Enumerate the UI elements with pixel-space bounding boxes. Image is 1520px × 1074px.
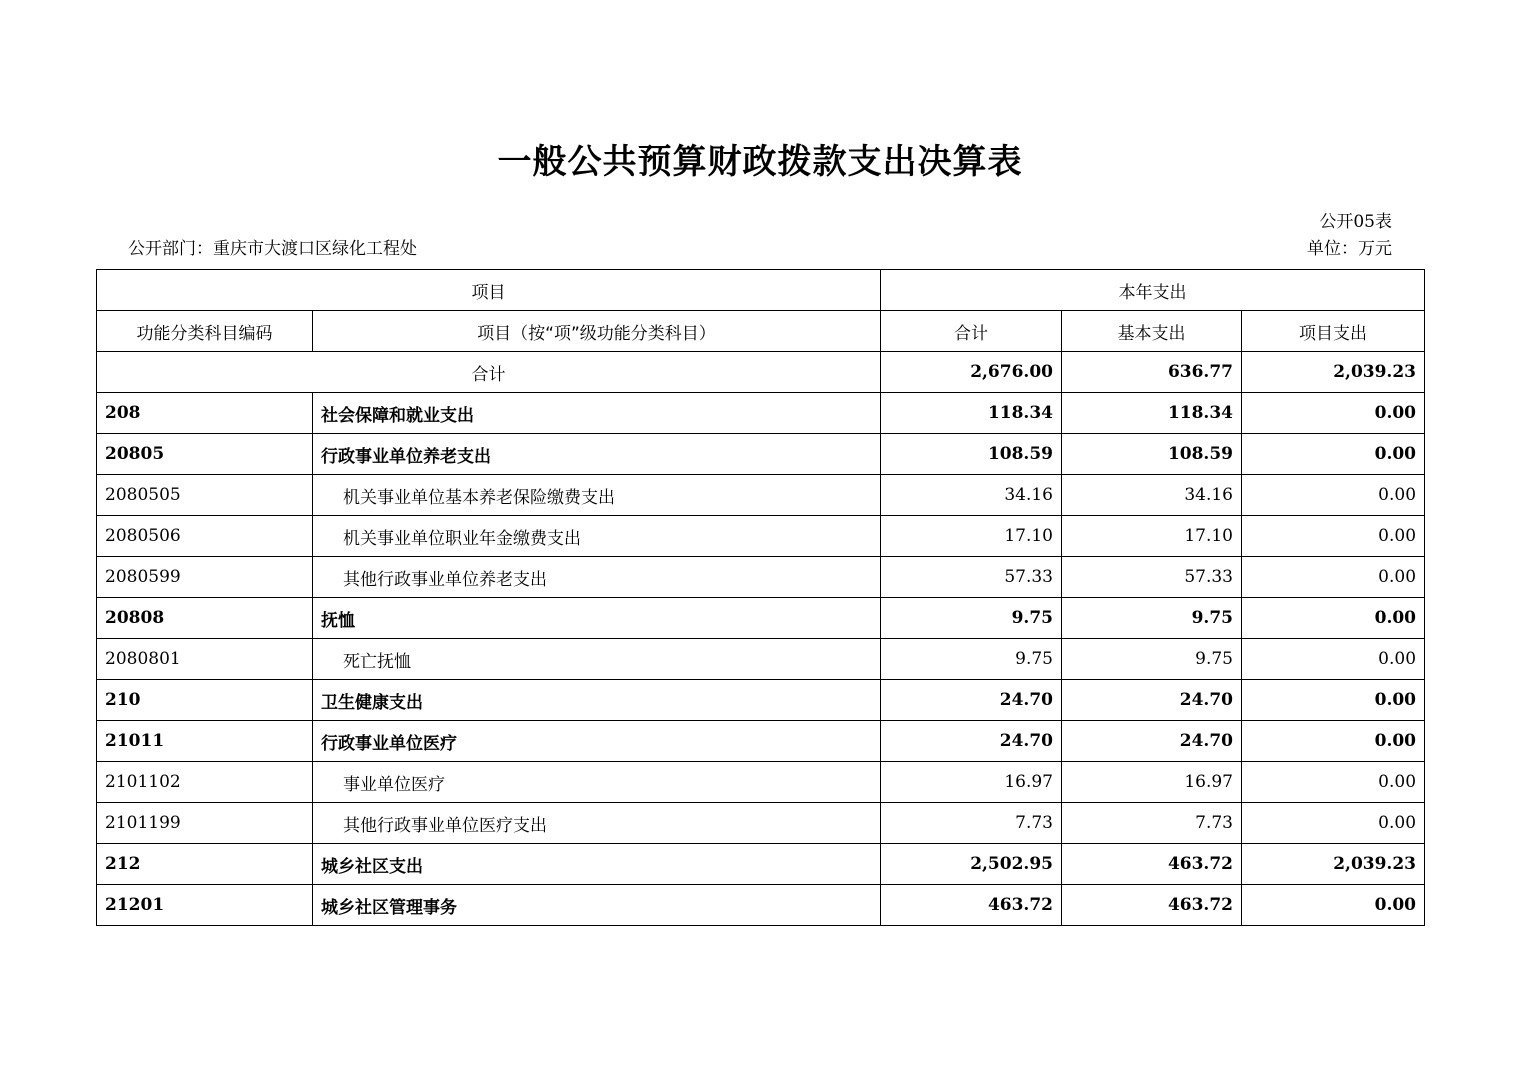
row-name: 城乡社区管理事务	[313, 885, 881, 926]
row-total: 118.34	[881, 393, 1062, 434]
table-row	[97, 516, 1425, 557]
table-row	[97, 680, 1425, 721]
row-name: 社会保障和就业支出	[313, 393, 881, 434]
row-project: 0.00	[1242, 762, 1425, 803]
header-project-expense: 项目支出	[1242, 311, 1425, 352]
row-basic: 57.33	[1062, 557, 1242, 598]
row-total: 463.72	[881, 885, 1062, 926]
row-basic: 9.75	[1062, 639, 1242, 680]
row-project: 0.00	[1242, 516, 1425, 557]
table-row	[97, 475, 1425, 516]
row-code: 2080801	[97, 639, 313, 680]
row-code: 2101102	[97, 762, 313, 803]
total-row-total: 2,676.00	[881, 352, 1062, 393]
row-project: 0.00	[1242, 721, 1425, 762]
unit-label: 单位：万元	[1307, 239, 1392, 259]
row-basic: 17.10	[1062, 516, 1242, 557]
row-project: 0.00	[1242, 598, 1425, 639]
total-row-label: 合计	[97, 352, 881, 393]
row-total: 24.70	[881, 680, 1062, 721]
row-name: 行政事业单位医疗	[313, 721, 881, 762]
total-row-basic: 636.77	[1062, 352, 1242, 393]
row-basic: 463.72	[1062, 844, 1242, 885]
row-name: 事业单位医疗	[313, 762, 881, 803]
row-code: 2080599	[97, 557, 313, 598]
total-row-project: 2,039.23	[1242, 352, 1425, 393]
row-total: 17.10	[881, 516, 1062, 557]
table-row	[97, 434, 1425, 475]
row-code: 2101199	[97, 803, 313, 844]
row-name: 卫生健康支出	[313, 680, 881, 721]
row-basic: 118.34	[1062, 393, 1242, 434]
row-project: 2,039.23	[1242, 844, 1425, 885]
row-total: 7.73	[881, 803, 1062, 844]
table-row	[97, 762, 1425, 803]
row-project: 0.00	[1242, 393, 1425, 434]
table-row	[97, 393, 1425, 434]
row-total: 9.75	[881, 598, 1062, 639]
row-project: 0.00	[1242, 885, 1425, 926]
row-total: 2,502.95	[881, 844, 1062, 885]
header-total: 合计	[881, 311, 1062, 352]
row-basic: 463.72	[1062, 885, 1242, 926]
row-name: 死亡抚恤	[313, 639, 881, 680]
row-basic: 34.16	[1062, 475, 1242, 516]
table-number: 公开05表	[1319, 212, 1392, 232]
table-row	[97, 803, 1425, 844]
row-name: 机关事业单位职业年金缴费支出	[313, 516, 881, 557]
table-row	[97, 598, 1425, 639]
row-code: 20805	[97, 434, 313, 475]
row-code: 2080506	[97, 516, 313, 557]
row-project: 0.00	[1242, 434, 1425, 475]
header-row-2	[97, 311, 1425, 352]
row-project: 0.00	[1242, 557, 1425, 598]
table-row	[97, 557, 1425, 598]
row-code: 21201	[97, 885, 313, 926]
row-name: 城乡社区支出	[313, 844, 881, 885]
row-code: 208	[97, 393, 313, 434]
budget-table	[96, 269, 1425, 926]
row-total: 108.59	[881, 434, 1062, 475]
header-basic: 基本支出	[1062, 311, 1242, 352]
row-total: 24.70	[881, 721, 1062, 762]
row-name: 机关事业单位基本养老保险缴费支出	[313, 475, 881, 516]
row-basic: 108.59	[1062, 434, 1242, 475]
row-code: 2080505	[97, 475, 313, 516]
row-project: 0.00	[1242, 803, 1425, 844]
table-row	[97, 844, 1425, 885]
row-basic: 24.70	[1062, 721, 1242, 762]
header-row-1	[97, 270, 1425, 311]
table-row	[97, 639, 1425, 680]
header-code: 功能分类科目编码	[97, 311, 313, 352]
table-row	[97, 721, 1425, 762]
row-basic: 9.75	[1062, 598, 1242, 639]
row-name: 抚恤	[313, 598, 881, 639]
row-basic: 16.97	[1062, 762, 1242, 803]
row-code: 210	[97, 680, 313, 721]
row-project: 0.00	[1242, 639, 1425, 680]
header-current-year-expense: 本年支出	[881, 270, 1425, 311]
header-item: 项目（按“项”级功能分类科目）	[313, 311, 881, 352]
row-project: 0.00	[1242, 475, 1425, 516]
row-code: 21011	[97, 721, 313, 762]
table-row	[97, 885, 1425, 926]
row-name: 其他行政事业单位养老支出	[313, 557, 881, 598]
header-project: 项目	[97, 270, 881, 311]
row-project: 0.00	[1242, 680, 1425, 721]
row-total: 9.75	[881, 639, 1062, 680]
total-row	[97, 352, 1425, 393]
page-title: 一般公共预算财政拨款支出决算表	[497, 142, 1023, 182]
row-total: 57.33	[881, 557, 1062, 598]
row-total: 16.97	[881, 762, 1062, 803]
department-label: 公开部门：重庆市大渡口区绿化工程处	[128, 239, 417, 259]
row-name: 行政事业单位养老支出	[313, 434, 881, 475]
row-basic: 24.70	[1062, 680, 1242, 721]
row-code: 20808	[97, 598, 313, 639]
row-total: 34.16	[881, 475, 1062, 516]
row-name: 其他行政事业单位医疗支出	[313, 803, 881, 844]
row-basic: 7.73	[1062, 803, 1242, 844]
row-code: 212	[97, 844, 313, 885]
